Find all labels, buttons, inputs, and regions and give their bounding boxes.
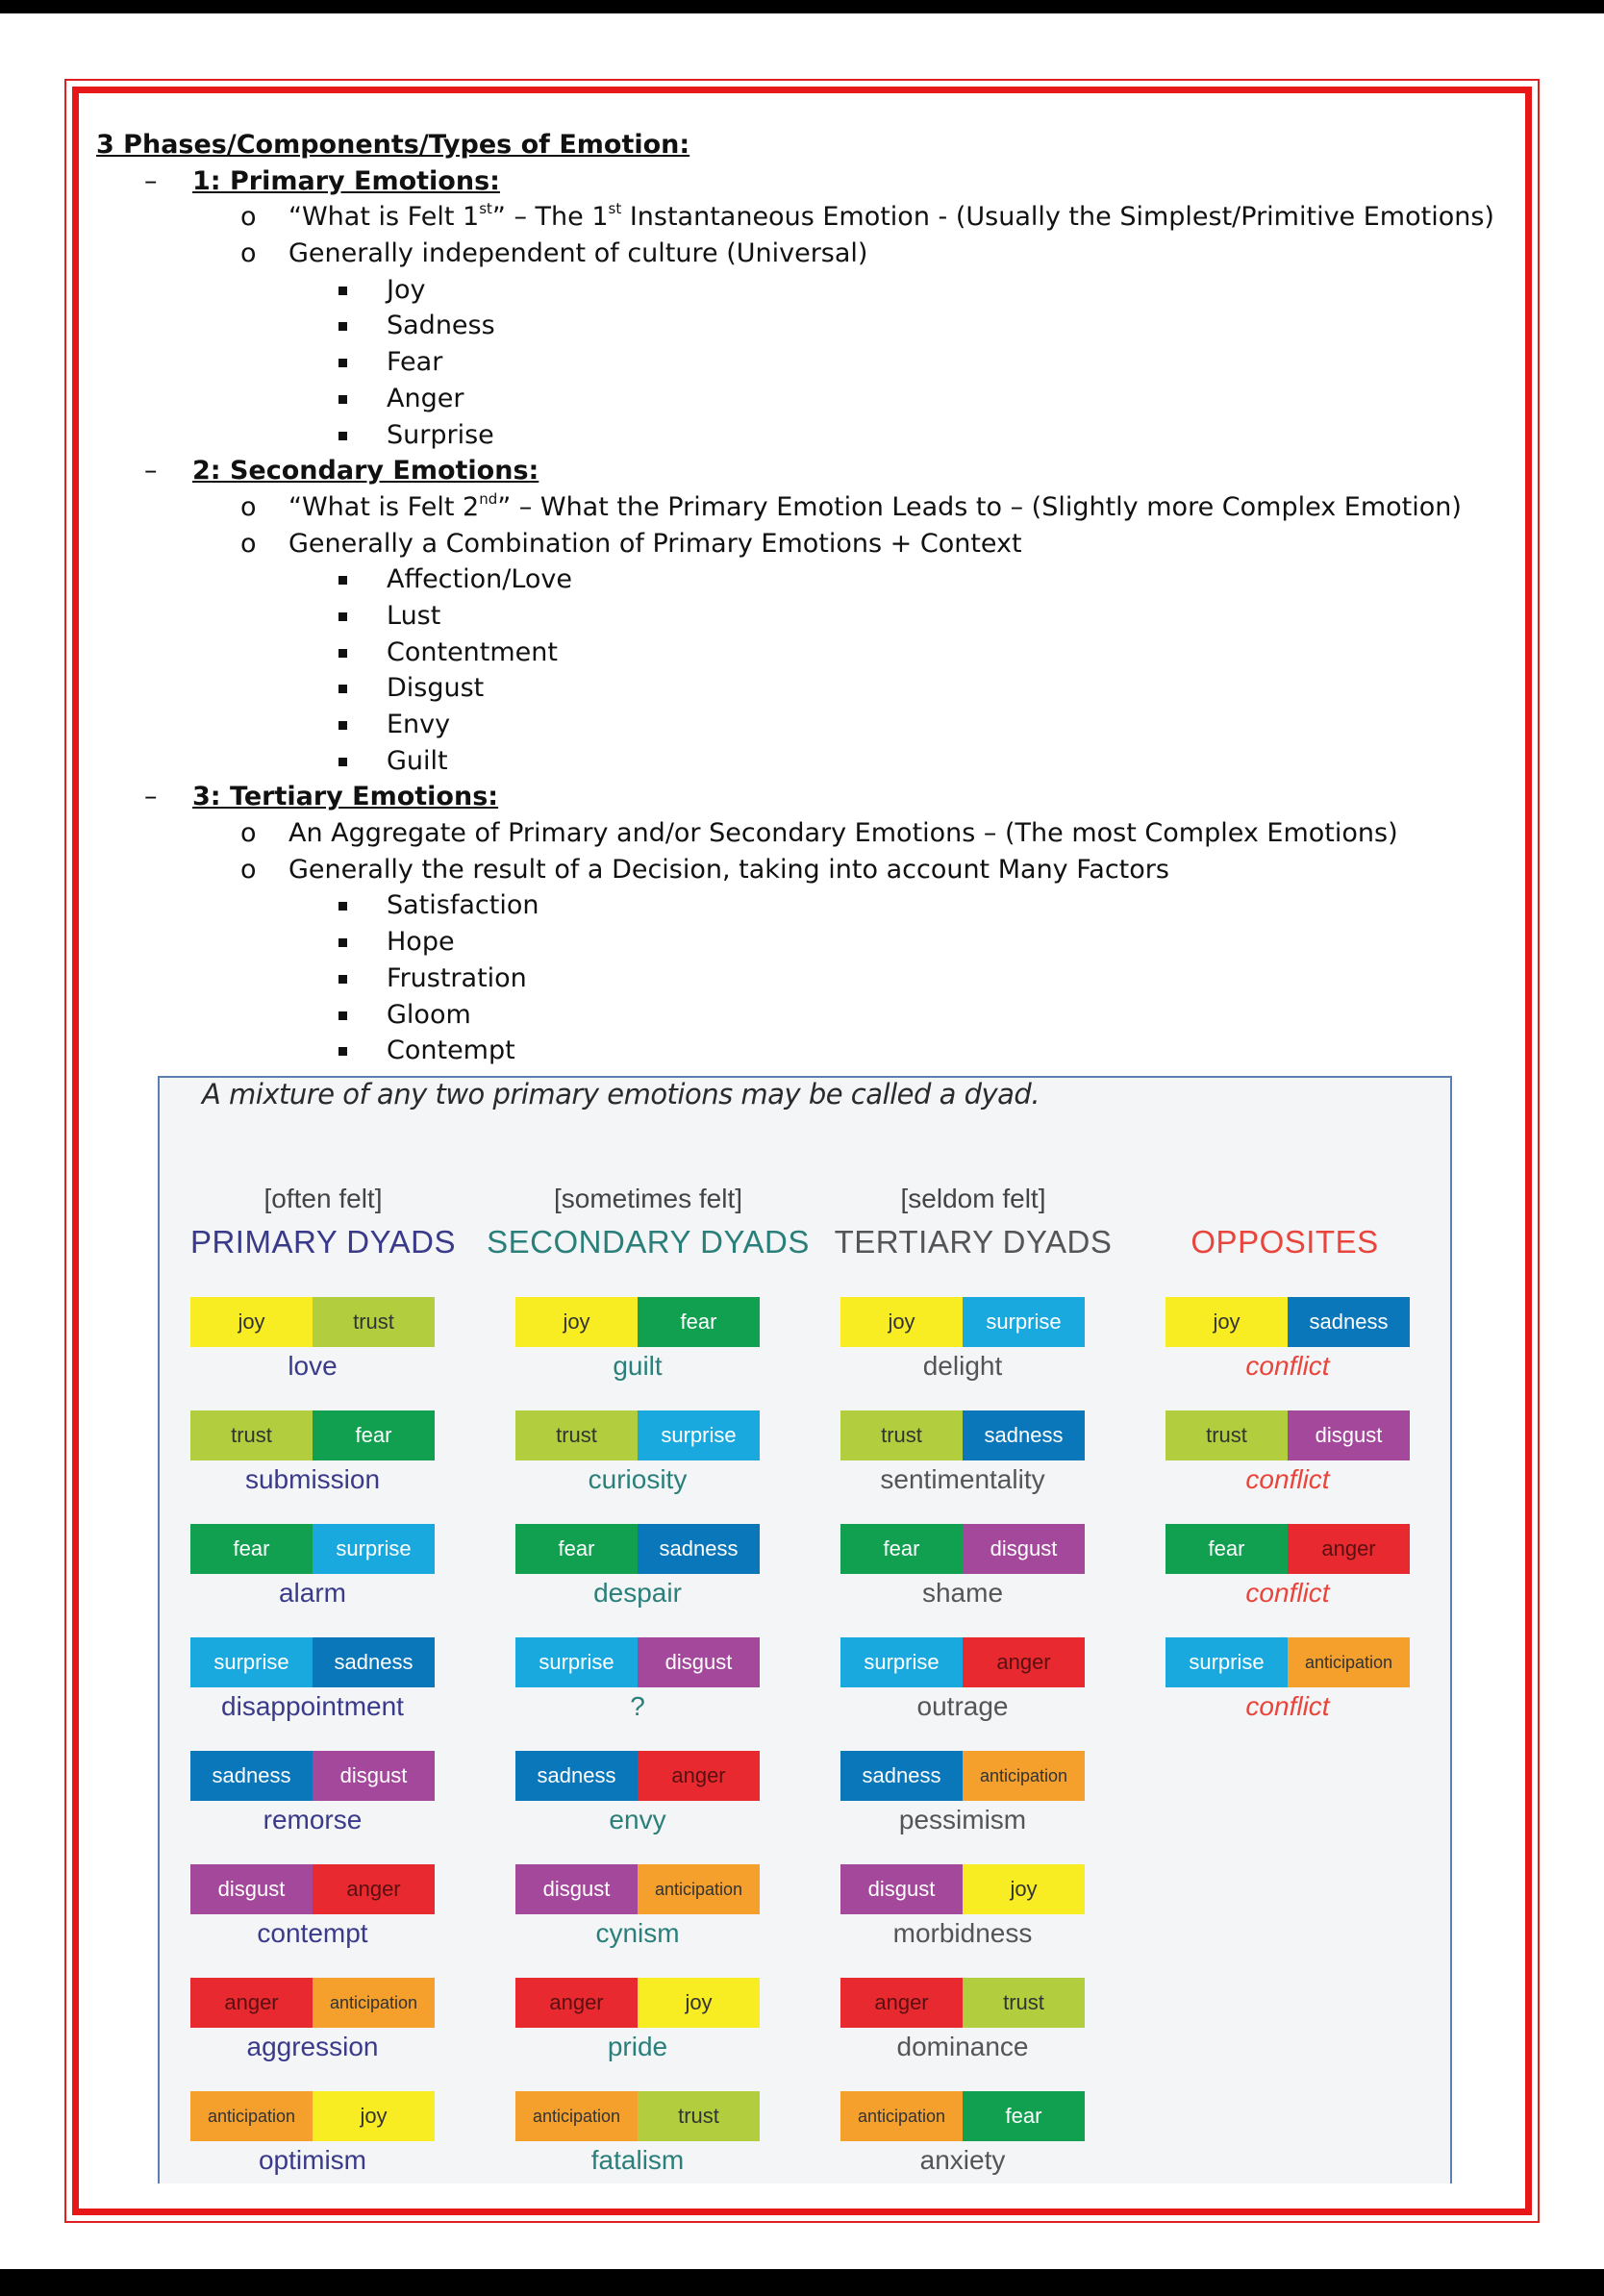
document-title: 3 Phases/Components/Types of Emotion: [96,130,690,160]
column-subtitle: [often felt] [263,1184,383,1213]
column-subtitle: [seldom felt] [900,1184,1046,1213]
dyad-name: guilt [613,1351,663,1381]
emotion-pair [840,1751,1085,1801]
section-heading [96,779,1500,815]
emotion-item [96,670,1500,707]
square-bullet [338,649,347,658]
emotion-chip: disgust [313,1751,435,1801]
emotion-item [96,1033,1500,1069]
emotion-label: Satisfaction [387,890,539,921]
emotion-chip: anticipation [638,1864,760,1914]
dash-bullet: – [144,456,158,487]
emotion-chip: joy [313,2091,435,2141]
emotion-pair [190,1751,435,1801]
emotion-label: Sadness [387,311,495,341]
dyad-name: conflict [1245,1464,1330,1494]
emotion-pair [840,1637,1085,1687]
emotion-pair [190,1978,435,2028]
square-bullet [338,432,347,440]
circle-bullet: o [240,202,257,233]
emotion-chip: anticipation [313,1978,435,2028]
emotion-label: Frustration [387,962,527,993]
emotion-pair [190,1297,435,1347]
emotion-pair [515,1637,760,1687]
emotion-chip: sadness [1288,1297,1410,1347]
emotion-item [96,417,1500,454]
dyad-name: anxiety [919,2145,1006,2175]
emotion-chip: fear [1165,1524,1288,1574]
emotion-chip: trust [190,1410,313,1460]
column-heading: TERTIARY DYADS [834,1224,1113,1260]
page [0,13,1604,2269]
emotion-chip: sadness [963,1410,1085,1460]
dyad-name: alarm [278,1578,346,1608]
section-point [96,199,1500,236]
emotion-label: Guilt [387,745,448,776]
emotion-pair [840,2091,1085,2141]
emotion-chip: anger [638,1751,760,1801]
section-title: 2: Secondary Emotions: [192,456,539,487]
emotion-label: Fear [387,347,443,378]
point-text: ” – What the Primary Emotion Leads to – (Slightly more Complex Emotion) [497,491,1462,522]
square-bullet [338,1047,347,1056]
section-title: 1: Primary Emotions: [192,165,500,196]
dyad-name: shame [921,1578,1004,1608]
column-subtitle: [sometimes felt] [553,1184,743,1213]
emotion-chip: anger [313,1864,435,1914]
column-heading: OPPOSITES [1190,1224,1379,1260]
emotion-pair [515,1524,760,1574]
emotion-chip: joy [638,1978,760,2028]
circle-bullet: o [240,854,257,885]
emotion-chip: fear [190,1524,313,1574]
emotion-pair [840,1297,1085,1347]
dyad-name: contempt [257,1918,368,1948]
emotion-item [96,272,1500,309]
dyad-name: envy [609,1805,666,1834]
square-bullet [338,612,347,621]
emotion-chip: anger [515,1978,638,2028]
square-bullet [338,1011,347,1020]
section-point [96,236,1500,272]
dyad-name: love [288,1351,338,1381]
emotion-chip: disgust [515,1864,638,1914]
emotion-chip: disgust [638,1637,760,1687]
emotion-pair [190,1637,435,1687]
dyad-name: dominance [896,2032,1029,2061]
emotion-item [96,997,1500,1034]
dyad-name: sentimentality [880,1464,1045,1494]
emotion-label: Envy [387,710,451,739]
dyad-name: pride [607,2032,668,2061]
dyad-name: curiosity [588,1464,688,1494]
emotion-chip: anticipation [963,1751,1085,1801]
emotion-chip: trust [515,1410,638,1460]
emotion-chip: trust [313,1297,435,1347]
section-heading [96,453,1500,489]
emotion-pair [190,1410,435,1460]
square-bullet [338,902,347,911]
column-heading: SECONDARY DYADS [487,1224,810,1260]
dash-bullet: – [144,782,158,812]
point-text: Generally a Combination of Primary Emotions + Context [288,528,1022,559]
dyad-name: fatalism [590,2145,685,2175]
square-bullet [338,287,347,295]
point-text: Generally independent of culture (Universal) [288,238,868,269]
circle-bullet: o [240,528,257,559]
dyad-name: pessimism [898,1805,1027,1834]
emotion-chip: anticipation [190,2091,313,2141]
emotion-chip: sadness [313,1637,435,1687]
emotion-chip: disgust [1288,1410,1410,1460]
emotion-item [96,635,1500,671]
square-bullet [338,395,347,404]
dyad-name: remorse [263,1805,363,1834]
emotion-pair [515,1297,760,1347]
emotion-item [96,887,1500,924]
circle-bullet: o [240,491,257,522]
square-bullet [338,322,347,331]
circle-bullet: o [240,238,257,269]
emotion-chip: joy [1165,1297,1288,1347]
square-bullet [338,975,347,984]
emotion-item [96,743,1500,780]
emotion-chip: surprise [963,1297,1085,1347]
square-bullet [338,576,347,585]
emotion-chip: surprise [190,1637,313,1687]
section-point [96,489,1500,526]
superscript: nd [479,489,498,508]
emotion-chip: fear [963,2091,1085,2141]
emotion-pair [840,1410,1085,1460]
emotion-chip: sadness [840,1751,963,1801]
dyad-name: conflict [1245,1578,1330,1608]
column-heading: PRIMARY DYADS [189,1224,457,1260]
emotion-item [96,924,1500,961]
emotion-label: Affection/Love [387,564,573,595]
point-text: Instantaneous Emotion - (Usually the Simplest/Primitive Emotions) [621,202,1494,233]
emotion-pair [1165,1410,1410,1460]
emotion-item [96,344,1500,381]
emotion-chip: anticipation [515,2091,638,2141]
emotion-label: Gloom [387,999,471,1030]
emotion-chip: anticipation [1288,1637,1410,1687]
dyad-name: optimism [258,2145,366,2175]
dash-bullet: – [144,165,158,196]
emotion-chip: surprise [638,1410,760,1460]
dyad-name: delight [922,1351,1003,1381]
emotion-label: Disgust [387,673,485,704]
dyad-name: disappointment [221,1691,404,1721]
point-text: Generally the result of a Decision, taking into account Many Factors [288,854,1169,885]
emotion-label: Lust [387,600,441,631]
emotion-chip: surprise [840,1637,963,1687]
emotion-chip: sadness [638,1524,760,1574]
emotion-pair [840,1864,1085,1914]
dyad-name: outrage [916,1691,1009,1721]
emotion-pair [1165,1524,1410,1574]
superscript: st [608,200,622,218]
square-bullet [338,685,347,693]
section-point [96,852,1500,888]
emotion-chip: sadness [190,1751,313,1801]
emotion-pair [190,1524,435,1574]
emotion-pair [1165,1297,1410,1347]
emotion-chip: anger [963,1637,1085,1687]
emotion-pair [515,2091,760,2141]
emotion-pair [1165,1637,1410,1687]
square-bullet [338,359,347,367]
document-body [96,127,1500,1069]
emotion-item [96,381,1500,417]
point-text: “What is Felt 1 [288,202,480,233]
dyad-name: conflict [1245,1691,1330,1721]
point-text: “What is Felt 2 [288,491,480,522]
square-bullet [338,758,347,766]
emotion-label: Joy [387,274,426,305]
emotion-chip: disgust [963,1524,1085,1574]
emotion-label: Anger [387,383,464,413]
superscript: st [479,200,492,218]
dyad-name: aggression [246,2032,379,2061]
dyad-name: cynism [595,1918,680,1948]
emotion-item [96,961,1500,997]
circle-bullet: o [240,818,257,849]
emotion-chip: anger [840,1978,963,2028]
emotion-chip: surprise [515,1637,638,1687]
point-text: ” – The 1 [491,202,609,233]
section-point [96,526,1500,562]
square-bullet [338,721,347,730]
emotion-chip: trust [1165,1410,1288,1460]
emotion-chip: fear [313,1410,435,1460]
emotion-pair [515,1751,760,1801]
square-bullet [338,938,347,947]
emotion-pair [840,1978,1085,2028]
emotion-chip: anger [190,1978,313,2028]
dyad-figure [158,1076,1452,2184]
emotion-chip: anticipation [840,2091,963,2141]
emotion-pair [515,1864,760,1914]
emotion-item [96,598,1500,635]
emotion-label: Surprise [387,419,494,450]
section-point [96,815,1500,852]
emotion-chip: fear [638,1297,760,1347]
emotion-chip: surprise [313,1524,435,1574]
point-text: An Aggregate of Primary and/or Secondary Emotions – (The most Complex Emotions) [288,818,1398,849]
emotion-item [96,707,1500,743]
emotion-chip: sadness [515,1751,638,1801]
section-title: 3: Tertiary Emotions: [192,782,499,812]
emotion-chip: joy [515,1297,638,1347]
emotion-chip: surprise [1165,1637,1288,1687]
dyad-name: submission [244,1464,381,1494]
emotion-chip: fear [515,1524,638,1574]
emotion-pair [190,1864,435,1914]
emotion-chip: joy [840,1297,963,1347]
dyad-name: despair [593,1578,682,1608]
emotion-chip: trust [963,1978,1085,2028]
dyad-name: morbidness [892,1918,1033,1948]
figure-caption: A mixture of any two primary emotions may be called a dyad. [202,1078,1040,1111]
emotion-label: Contentment [387,636,558,667]
emotion-chip: anger [1288,1524,1410,1574]
emotion-chip: disgust [190,1864,313,1914]
emotion-chip: trust [840,1410,963,1460]
section-heading [96,163,1500,200]
emotion-pair [515,1978,760,2028]
emotion-item [96,562,1500,598]
emotion-chip: joy [190,1297,313,1347]
dyad-name: ? [630,1691,645,1721]
emotion-label: Contempt [387,1036,515,1066]
emotion-chip: disgust [840,1864,963,1914]
emotion-pair [840,1524,1085,1574]
emotion-pair [190,2091,435,2141]
emotion-chip: trust [638,2091,760,2141]
emotion-chip: fear [840,1524,963,1574]
dyad-name: conflict [1245,1351,1330,1381]
emotion-pair [515,1410,760,1460]
emotion-chip: joy [963,1864,1085,1914]
emotion-label: Hope [387,927,455,958]
emotion-item [96,308,1500,344]
